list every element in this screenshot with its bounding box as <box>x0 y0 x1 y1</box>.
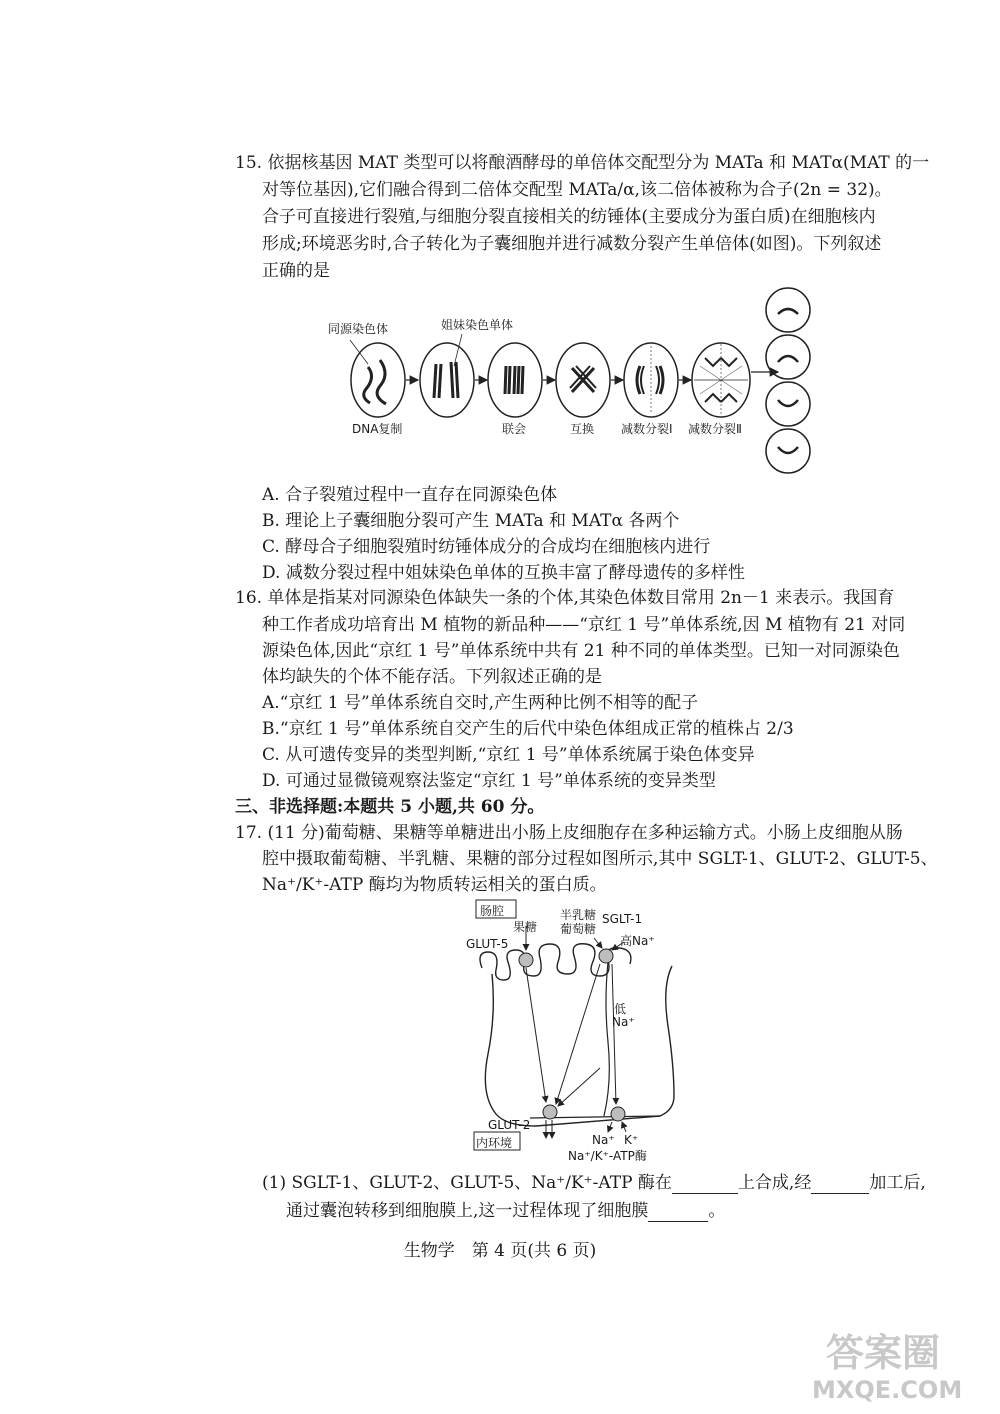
label-sglt1: SGLT-1 <box>602 912 643 926</box>
q17-line-2: 腔中摄取葡萄糖、半乳糖、果糖的部分过程如图所示,其中 SGLT-1、GLUT-2、GLUT-5、 <box>262 849 938 869</box>
label-na-ion: Na⁺ <box>592 1133 615 1147</box>
label-galactose: 半乳糖 <box>560 908 597 922</box>
q15-option-d: D. 减数分裂过程中姐妹染色单体的互换丰富了酵母遗传的多样性 <box>262 563 745 583</box>
q16-option-a: A.“京红 1 号”单体系统自交时,产生两种比例不相等的配子 <box>262 693 699 713</box>
watermark-logo: 答案圈 <box>826 1331 941 1375</box>
label-homologous-chromosome: 同源染色体 <box>328 322 389 336</box>
q17-sub1-text-5: 。 <box>708 1201 726 1221</box>
cell-synapsis <box>488 343 542 417</box>
answer-blank-3[interactable] <box>648 1203 708 1222</box>
q17-sub1-text-1: (1) SGLT-1、GLUT-2、GLUT-5、Na⁺/K⁺-ATP 酶在 <box>262 1173 672 1193</box>
label-fructose: 果糖 <box>513 920 538 934</box>
q17-sub1-text-2: 上合成,经 <box>737 1173 812 1193</box>
q16-line-3: 源染色体,因此“京红 1 号”单体系统中共有 21 种不同的单体类型。已知一对同源染色 <box>262 641 900 661</box>
q17-sub1-text-4: 通过囊泡转移到细胞膜上,这一过程体现了细胞膜 <box>286 1201 649 1221</box>
label-k-ion: K⁺ <box>624 1133 639 1147</box>
cell-dna-replication <box>350 340 405 417</box>
q17-sub1-text-3: 加工后, <box>869 1173 926 1193</box>
q15-option-c: C. 酵母合子细胞裂殖时纺锤体成分的合成均在细胞核内进行 <box>262 537 711 557</box>
stage-label-crossing-over: 互换 <box>570 422 595 436</box>
label-high-na: 高Na⁺ <box>620 934 655 948</box>
stage-label-meiosis-1: 减数分裂Ⅰ <box>621 422 673 436</box>
q16-option-c: C. 从可遗传变异的类型判断,“京红 1 号”单体系统属于染色体变异 <box>262 745 755 765</box>
spore-2 <box>766 335 810 379</box>
section-3-heading: 三、非选择题:本题共 5 小题,共 60 分。 <box>235 797 545 817</box>
label-glucose: 葡萄糖 <box>560 922 597 936</box>
page-footer: 生物学 第 4 页(共 6 页) <box>403 1241 597 1261</box>
label-na-k-atpase: Na⁺/K⁺-ATP酶 <box>568 1149 647 1163</box>
q16-line-1: 16. 单体是指某对同源染色体缺失一条的个体,其染色体数目常用 2n－1 来表示。我国育 <box>235 588 895 608</box>
cell-crossing-over <box>556 343 610 417</box>
meiosis-figure <box>310 282 820 482</box>
stage-label-synapsis: 联会 <box>502 422 527 436</box>
answer-blank-2[interactable] <box>811 1175 869 1194</box>
q15-line-1: 15. 依据核基因 MAT 类型可以将酿酒酵母的单倍体交配型分为 MATa 和 MATα(MAT 的一 <box>235 153 930 173</box>
label-low: 低 <box>614 1002 627 1016</box>
label-intestinal-lumen: 肠腔 <box>480 904 505 918</box>
label-sister-chromatid: 姐妹染色单体 <box>441 318 514 332</box>
q15-line-3: 合子可直接进行裂殖,与细胞分裂直接相关的纺锤体(主要成分为蛋白质)在细胞核内 <box>262 207 876 227</box>
spore-3 <box>766 382 810 426</box>
label-internal-environment: 内环境 <box>476 1136 513 1150</box>
label-glut2: GLUT-2 <box>488 1118 531 1132</box>
stage-label-meiosis-2: 减数分裂Ⅱ <box>688 422 742 436</box>
stage-label-dna-replication: DNA复制 <box>352 422 403 436</box>
spore-4 <box>766 429 810 473</box>
q17-line-1: 17. (11 分)葡萄糖、果糖等单糖进出小肠上皮细胞存在多种运输方式。小肠上皮细胞从肠 <box>235 823 903 843</box>
q16-option-b: B.“京红 1 号”单体系统自交产生的后代中染色体组成正常的植株占 2/3 <box>262 719 794 739</box>
answer-blank-1[interactable] <box>672 1175 738 1194</box>
cell-meiosis-2 <box>692 343 750 417</box>
q17-sub1-line-1 <box>262 1172 926 1194</box>
q15-option-a: A. 合子裂殖过程中一直存在同源染色体 <box>262 485 558 505</box>
q15-line-2: 对等位基因),它们融合得到二倍体交配型 MATa/α,该二倍体被称为合子(2n = 32)。 <box>262 180 892 200</box>
label-glut5: GLUT-5 <box>466 937 509 951</box>
cell-meiosis-1 <box>624 343 678 417</box>
watermark-site: MXQE.COM <box>812 1376 963 1404</box>
q16-line-4: 体均缺失的个体不能存活。下列叙述正确的是 <box>262 667 602 687</box>
q15-line-5: 正确的是 <box>262 261 330 281</box>
q15-option-b: B. 理论上子囊细胞分裂可产生 MATa 和 MATα 各两个 <box>262 511 680 531</box>
q17-line-3: Na⁺/K⁺-ATP 酶均为物质转运相关的蛋白质。 <box>262 875 607 895</box>
cell-after-replication <box>420 334 474 417</box>
q16-option-d: D. 可通过显微镜观察法鉴定“京红 1 号”单体系统的变异类型 <box>262 771 716 791</box>
q15-line-4: 形成;环境恶劣时,合子转化为子囊细胞并进行减数分裂产生单倍体(如图)。下列叙述 <box>262 234 882 254</box>
q16-line-2: 种工作者成功培育出 M 植物的新品种——“京红 1 号”单体系统,因 M 植物有 21 对同 <box>262 615 906 635</box>
label-na-low: Na⁺ <box>612 1015 635 1029</box>
q17-sub1-line-2 <box>286 1200 725 1222</box>
spore-1 <box>766 288 810 332</box>
